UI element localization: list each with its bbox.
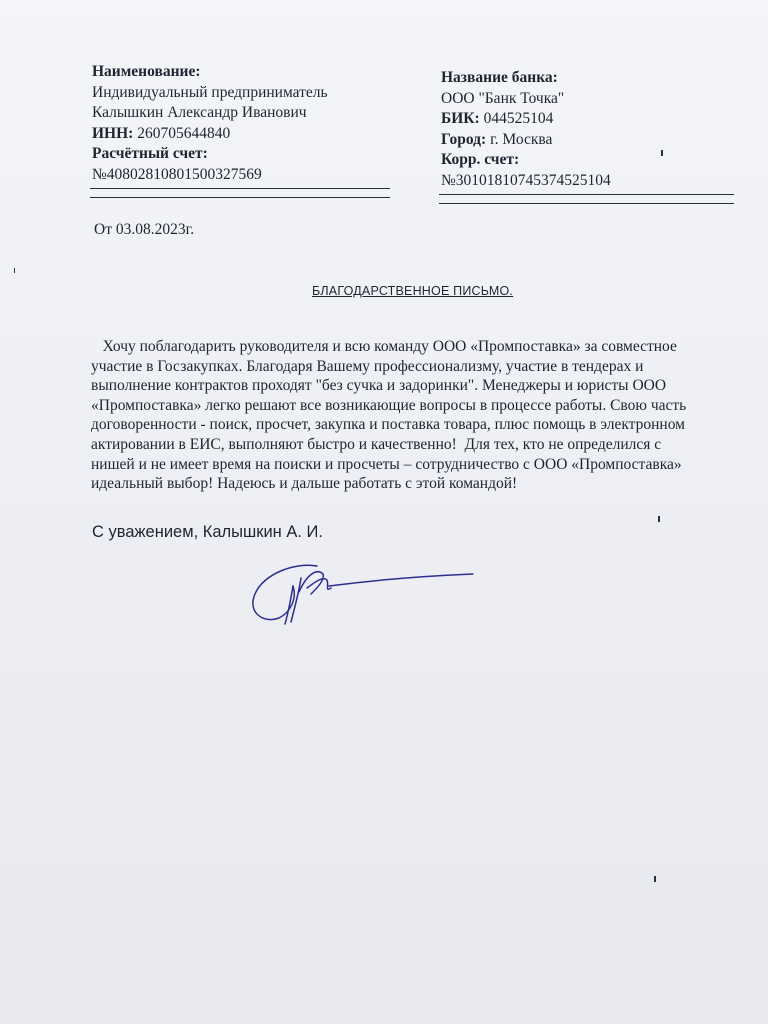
corr-value: №30101810745374525104: [441, 171, 611, 189]
scan-mark: [14, 268, 15, 273]
inn-label: ИНН:: [92, 124, 134, 142]
city-row: [441, 130, 736, 151]
corr-label: Корр. счет:: [441, 151, 520, 168]
letter-date: От 03.08.2023г.: [94, 221, 195, 238]
body-line: нишей и не имеет время на поиски и просчеты – сотрудничество с ООО «Промпоставка»: [91, 455, 682, 473]
inn-value: 260705644840: [137, 124, 231, 142]
bik-label: БИК:: [441, 110, 480, 127]
name-label: Наименование:: [92, 63, 201, 80]
account-value: №40802810801500327569: [92, 165, 262, 183]
closing-signoff: С уважением, Калышкин А. И.: [92, 523, 323, 541]
body-line: актировании в ЕИС, выполняют быстро и качественно! Для тех, кто не определился с: [91, 435, 662, 453]
body-line: участие в Госзакупках. Благодаря Вашему профессионализму, участие в тендерах и: [91, 357, 644, 375]
body-line: договоренности - поиск, просчет, закупка и поставка товара, плюс помощь в электронном: [91, 416, 685, 434]
left-double-rule: [90, 188, 390, 198]
account-label: Расчётный счет:: [92, 145, 208, 162]
scan-mark: [654, 876, 656, 882]
payee-requisites: [92, 62, 392, 198]
entrepreneur-type: Индивидуальный предприниматель: [92, 83, 328, 101]
city-value: г. Москва: [490, 130, 553, 148]
bank-value: ООО "Банк Точка": [441, 89, 565, 107]
body-line: идеальный выбор! Надеюсь и дальше работать с этой командой!: [91, 475, 518, 493]
bank-label: Название банка:: [441, 69, 558, 86]
right-double-rule: [439, 194, 734, 204]
body-line: выполнение контрактов проходят "без сучка и задоринки". Менеджеры и юристы ООО: [91, 377, 667, 395]
handwritten-signature: [245, 552, 485, 632]
scan-mark: [661, 150, 663, 156]
bank-requisites: [441, 68, 736, 204]
entrepreneur-name: Калышкин Александр Иванович: [92, 104, 307, 121]
letter-body: [91, 337, 731, 494]
body-line: Хочу поблагодарить руководителя и всю команду ООО «Промпоставка» за совместное: [91, 338, 677, 355]
bik-row: [441, 109, 736, 130]
letter-title: БЛАГОДАРСТВЕННОЕ ПИСЬМО.: [312, 284, 514, 298]
city-label: Город:: [441, 130, 487, 148]
scan-mark: [658, 516, 660, 522]
inn-row: [92, 124, 392, 145]
body-line: «Промпоставка» легко решают все возникающие вопросы в процессе работы. Свою часть: [91, 396, 687, 414]
bik-value: 044525104: [483, 110, 554, 127]
